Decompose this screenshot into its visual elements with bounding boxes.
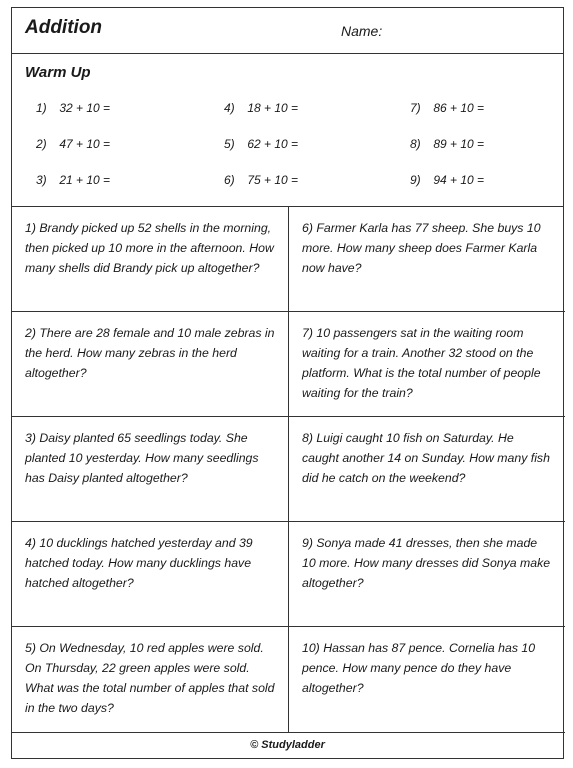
footer-copyright: © Studyladder xyxy=(250,739,325,751)
warm-up-title: Warm Up xyxy=(25,64,91,81)
name-label: Name: xyxy=(341,23,383,39)
warm-up-equation: 9) 94 + 10 = xyxy=(410,173,485,187)
word-problem: 3) Daisy planted 65 seedlings today. She planted 10 yesterday. How many seedlings has Daisy planted altogether? xyxy=(12,417,289,522)
word-problem: 7) 10 passengers sat in the waiting room waiting for a train. Another 32 stood on the platform. What is the total number of people waiting for the train? xyxy=(289,312,565,417)
word-problem: 6) Farmer Karla has 77 sheep. She buys 10 more. How many sheep does Farmer Karla now have? xyxy=(289,207,565,312)
page-title: Addition xyxy=(25,17,103,38)
word-problem: 9) Sonya made 41 dresses, then she made 10 more. How many dresses did Sonya make altogether? xyxy=(289,522,565,627)
warm-up-equation: 5) 62 + 10 = xyxy=(224,137,299,151)
warm-up-section xyxy=(12,54,563,207)
word-problem-grid xyxy=(12,207,563,733)
word-problem: 1) Brandy picked up 52 shells in the morning, then picked up 10 more in the afternoon. How many shells did Brandy pick up altogether? xyxy=(12,207,289,312)
word-problem: 5) On Wednesday, 10 red apples were sold. On Thursday, 22 green apples were sold. What was the total number of apples that sold in the two days? xyxy=(12,627,289,733)
warm-up-equation: 1) 32 + 10 = xyxy=(36,101,111,115)
word-problem: 8) Luigi caught 10 fish on Saturday. He caught another 14 on Sunday. How many fish did he catch on the weekend? xyxy=(289,417,565,522)
header xyxy=(12,8,563,54)
word-problem: 10) Hassan has 87 pence. Cornelia has 10 pence. How many pence do they have altogether? xyxy=(289,627,565,733)
warm-up-equation: 2) 47 + 10 = xyxy=(36,137,111,151)
worksheet xyxy=(11,7,564,759)
word-problem: 4) 10 ducklings hatched yesterday and 39 hatched today. How many ducklings have hatched altogether? xyxy=(12,522,289,627)
warm-up-equation: 3) 21 + 10 = xyxy=(36,173,111,187)
warm-up-equation: 8) 89 + 10 = xyxy=(410,137,485,151)
warm-up-equation: 6) 75 + 10 = xyxy=(224,173,299,187)
warm-up-equation: 4) 18 + 10 = xyxy=(224,101,299,115)
warm-up-equation: 7) 86 + 10 = xyxy=(410,101,485,115)
word-problem: 2) There are 28 female and 10 male zebras in the herd. How many zebras in the herd altogether? xyxy=(12,312,289,417)
